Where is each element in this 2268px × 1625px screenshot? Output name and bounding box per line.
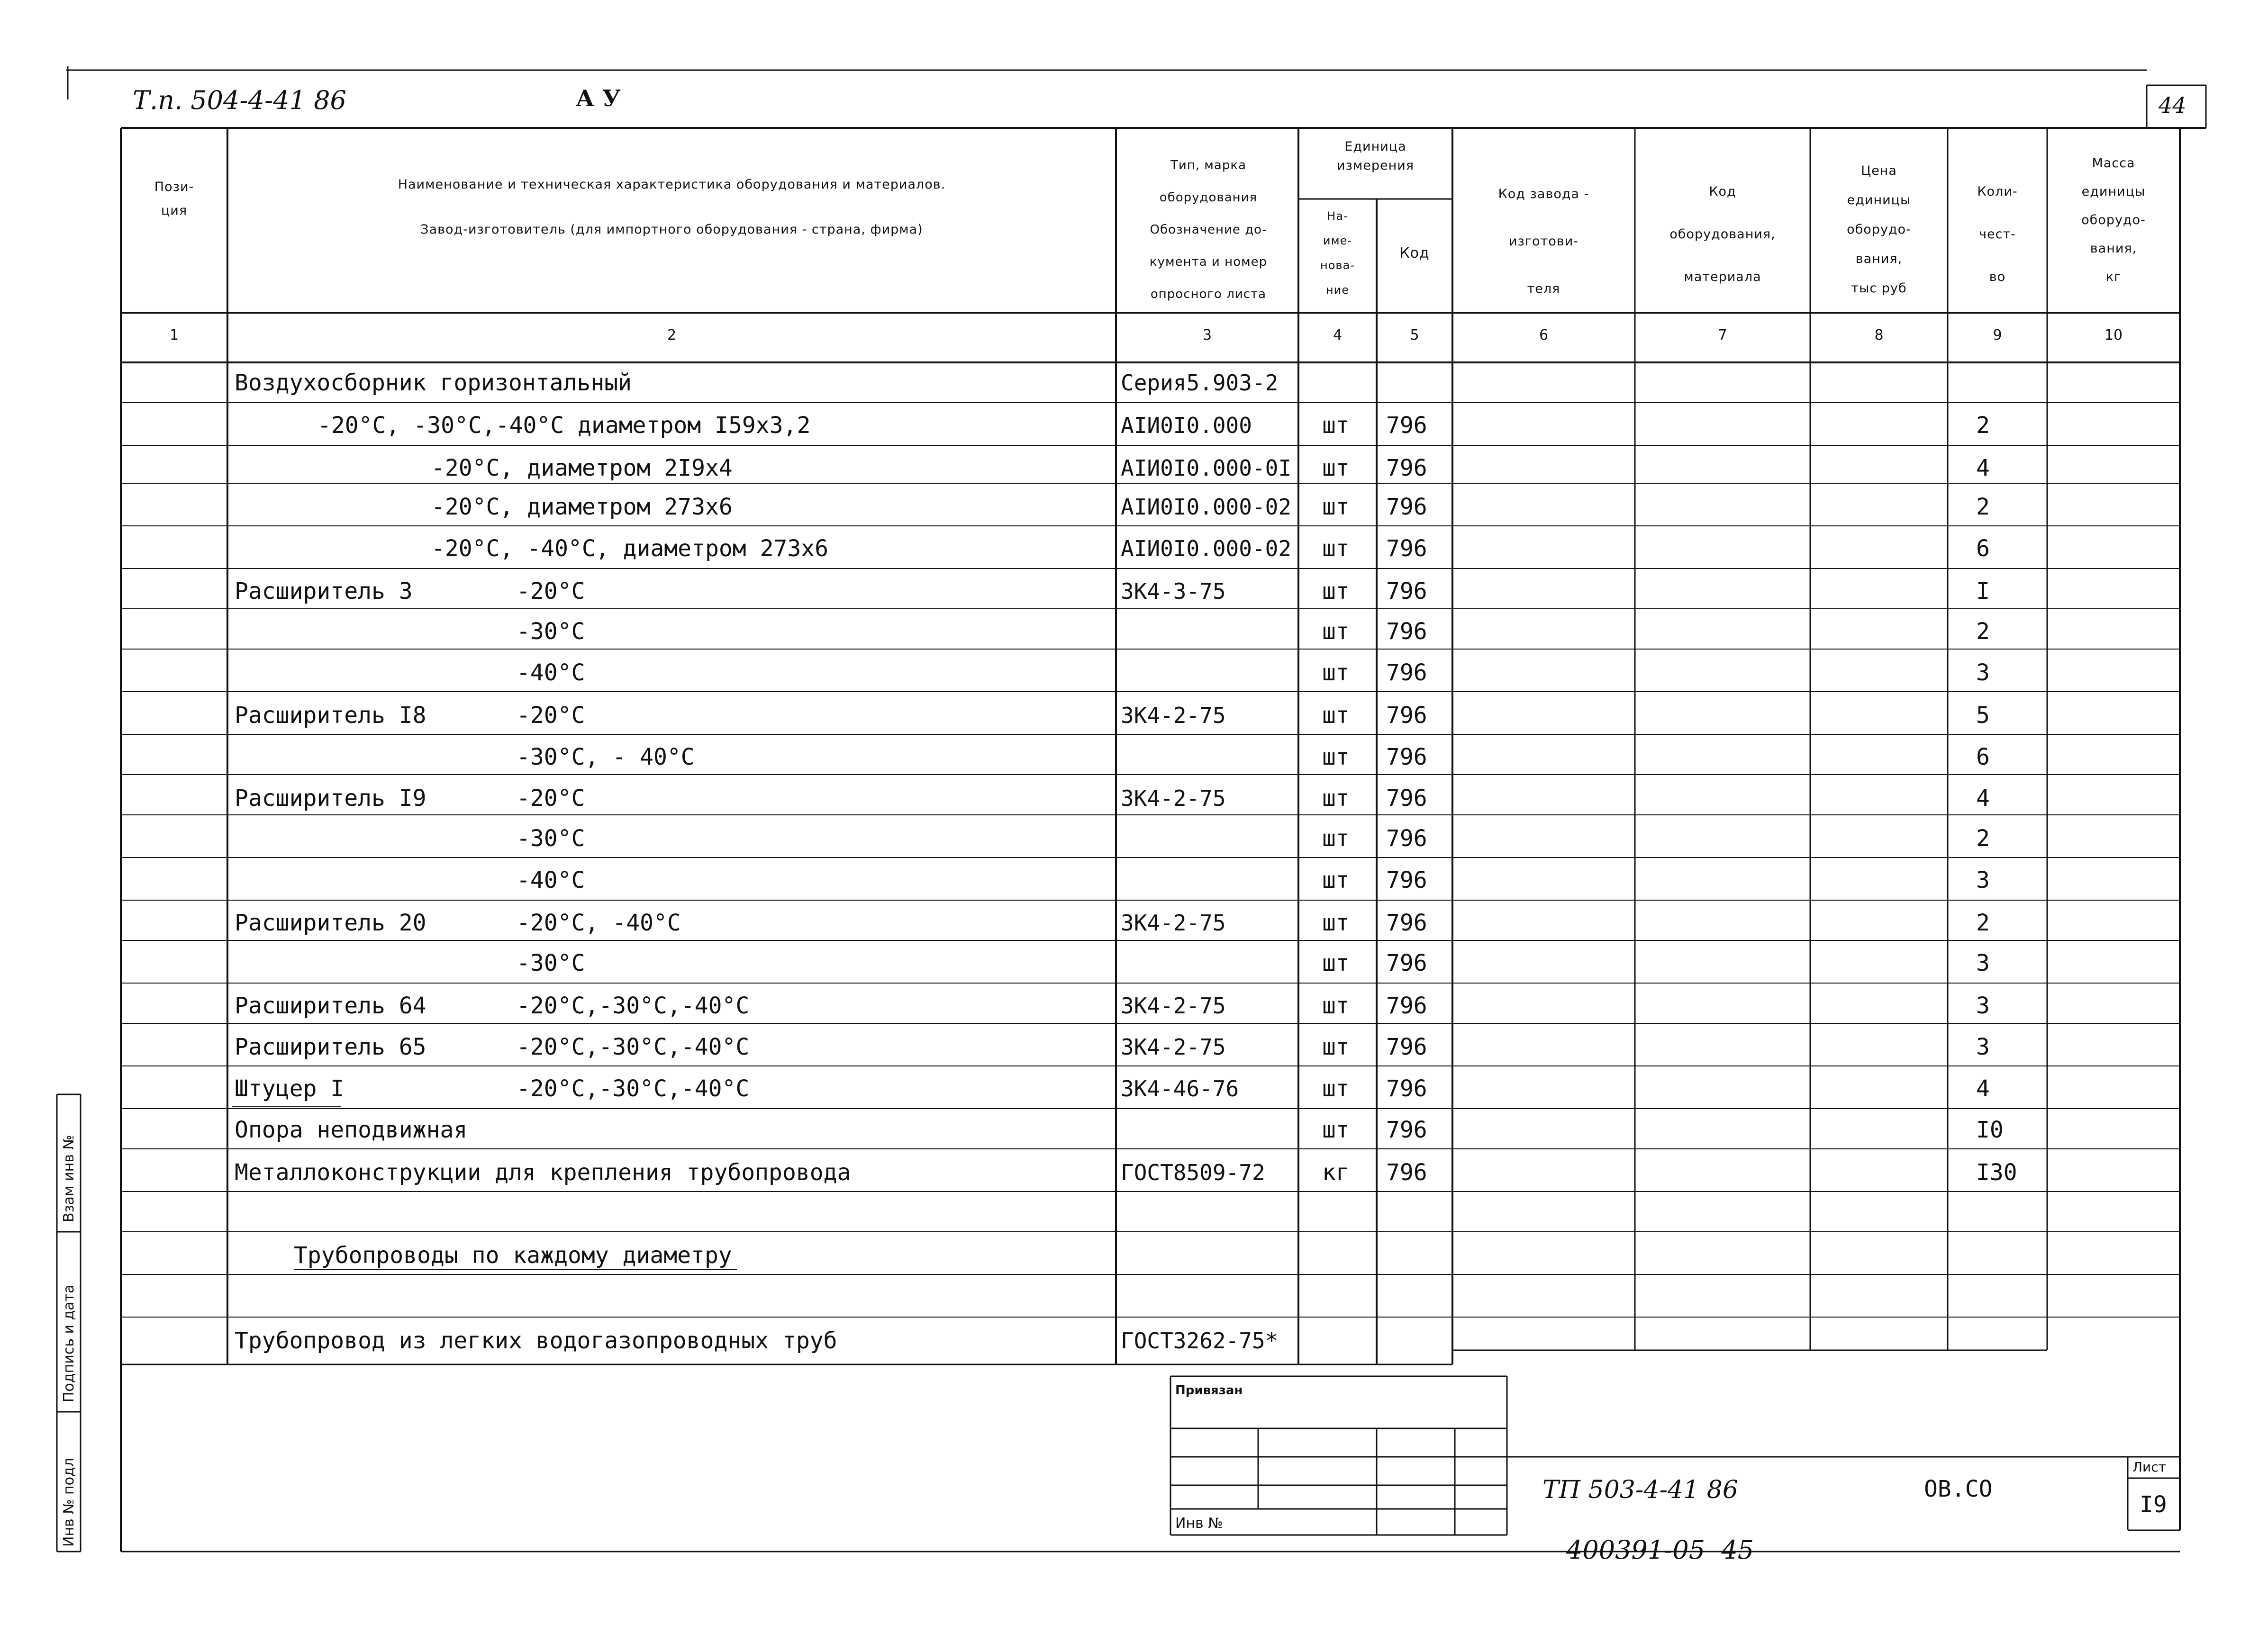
item-type: ЗК4-2-75 [1121,993,1226,1019]
header-name-line1: Наименование и техническая характеристика оборудования и материалов. [398,177,946,192]
item-quantity: I0 [1976,1117,2004,1143]
section-mark-top: А У [576,85,621,112]
item-type: ГОСТ8509-72 [1121,1160,1265,1185]
column-number: 9 [1993,327,2002,343]
item-spec: -20°С, диаметром 2I9х4 [431,455,733,481]
item-name: Воздухосборник горизонтальный [235,370,632,396]
item-unit-code: 796 [1386,659,1427,686]
item-spec: -40°С [517,867,585,894]
item-type: ЗК4-46-76 [1121,1076,1239,1101]
item-unit-code: 796 [1386,455,1427,481]
item-type: Серия5.903-2 [1121,370,1279,396]
item-unit: шт [1322,494,1350,520]
item-spec: -30°С [517,950,585,976]
item-unit-code: 796 [1386,535,1427,562]
item-unit-code: 796 [1386,578,1427,605]
item-quantity: 3 [1976,659,1990,686]
stamp-inv-no: Инв № [1175,1515,1223,1532]
item-spec: -30°С [517,825,585,852]
item-unit-code: 796 [1386,1075,1427,1102]
side-label-signature-date: Подпись и дата [61,1284,77,1402]
side-label-replace-inv: Взам инв № [61,1135,77,1222]
item-unit-code: 796 [1386,825,1427,852]
item-unit-code: 796 [1386,494,1427,520]
item-spec: -20°С [517,785,585,812]
item-unit: шт [1322,412,1350,439]
header-unit: Единица измерения [1336,139,1415,173]
item-unit: шт [1322,744,1350,770]
item-spec: -30°С, - 40°С [517,744,695,770]
item-type: АIИ0I0.000-02 [1121,494,1292,520]
item-name: Металлоконструкции для крепления трубопровода [235,1159,851,1186]
item-quantity: 4 [1976,1075,1990,1102]
item-quantity: I [1976,578,1990,605]
column-number: 8 [1874,327,1884,343]
item-spec: -20°С, -40°С [517,910,681,936]
item-spec: -20°С,-30°С,-40°С [517,1075,750,1102]
header-mass: Масса единицы оборудо- вания, кг [2081,156,2146,284]
item-unit: шт [1322,1117,1350,1143]
item-unit: шт [1322,1034,1350,1060]
title-mark: ОВ.СО [1924,1476,1993,1502]
item-unit: шт [1322,455,1350,481]
item-unit: шт [1322,618,1350,645]
header-plant-code: Код завода - изготови- теля [1498,187,1589,296]
item-type: ЗК4-2-75 [1121,785,1226,811]
item-quantity: 3 [1976,950,1990,976]
column-number: 4 [1333,327,1343,343]
header-name-line2: Завод-изготовитель (для импортного оборудования - страна, фирма) [420,222,923,237]
item-quantity: 2 [1976,494,1990,520]
title-sheet-number: I9 [2140,1491,2167,1518]
header-unit-name: На- име- нова- ние [1320,209,1355,297]
item-unit: кг [1322,1159,1350,1186]
title-doc-code: ТП 503-4-41 86 [1542,1476,1738,1504]
item-quantity: I30 [1976,1159,2017,1186]
item-quantity: 3 [1976,867,1990,894]
item-spec: -20°С, -30°С,-40°С диаметром I59х3,2 [318,412,811,439]
item-unit: шт [1322,578,1350,605]
item-spec: -30°С [517,618,585,645]
item-quantity: 4 [1976,455,1990,481]
column-number: 7 [1718,327,1727,343]
header-position: Пози- ция [154,180,194,218]
item-unit: шт [1322,785,1350,812]
item-type: ЗК4-2-75 [1121,910,1226,936]
item-unit: шт [1322,867,1350,894]
doc-code-top: Т.п. 504-4-41 86 [133,85,346,115]
item-name: Расширитель I8 [235,702,426,729]
item-unit: шт [1322,535,1350,562]
item-unit-code: 796 [1386,744,1427,770]
item-quantity: 6 [1976,744,1990,770]
header-price: Цена единицы оборудо- вания, тыс руб [1847,163,1911,296]
item-spec: -40°С [517,659,585,686]
header-quantity: Коли- чест- во [1977,184,2018,284]
item-name: Опора неподвижная [235,1117,468,1143]
item-quantity: 5 [1976,702,1990,729]
item-name: Расширитель 20 [235,910,426,936]
item-spec: -20°С, диаметром 273х6 [431,494,733,520]
item-type: АIИ0I0.000 [1121,413,1252,438]
item-name: Расширитель I9 [235,785,426,812]
item-type: ГОСТ3262-75* [1121,1328,1279,1354]
item-unit-code: 796 [1386,950,1427,976]
side-label-inv-original: Инв № подл [61,1458,77,1547]
item-quantity: 4 [1976,785,1990,812]
item-spec: -20°С [517,702,585,729]
item-quantity: 3 [1976,993,1990,1019]
title-sheet-label: Лист [2132,1459,2166,1475]
item-spec: -20°С,-30°С,-40°С [517,1034,750,1060]
item-quantity: 2 [1976,825,1990,852]
item-type: АIИ0I0.000-02 [1121,536,1292,561]
item-quantity: 2 [1976,412,1990,439]
item-spec: -20°С, -40°С, диаметром 273х6 [431,535,829,562]
item-name: Расширитель 65 [235,1034,426,1060]
column-number: 6 [1539,327,1549,343]
bottom-handwritten-number: 400391-05 45 [1566,1535,1754,1565]
item-unit: шт [1322,825,1350,852]
item-quantity: 2 [1976,910,1990,936]
item-type: ЗК4-3-75 [1121,578,1226,604]
item-quantity: 3 [1976,1034,1990,1060]
item-name: Трубопроводы по каждому диаметру [294,1242,732,1269]
item-type: ЗК4-2-75 [1121,703,1226,728]
item-type: ЗК4-2-75 [1121,1034,1226,1060]
item-spec: -20°С,-30°С,-40°С [517,993,750,1019]
item-name: Расширитель 3 [235,578,413,605]
item-quantity: 2 [1976,618,1990,645]
item-unit-code: 796 [1386,785,1427,812]
item-unit-code: 796 [1386,993,1427,1019]
sheet-number-top: 44 [2159,92,2186,118]
item-name: Расширитель 64 [235,993,426,1019]
column-number: 3 [1202,327,1212,343]
item-unit: шт [1322,950,1350,976]
item-unit-code: 796 [1386,1117,1427,1143]
item-unit: шт [1322,702,1350,729]
item-name: Штуцер I [235,1075,345,1102]
item-unit-code: 796 [1386,1159,1427,1186]
item-unit-code: 796 [1386,412,1427,439]
item-unit-code: 796 [1386,910,1427,936]
item-unit: шт [1322,1075,1350,1102]
stamp-privyazan: Привязан [1175,1383,1243,1398]
column-number: 10 [2104,327,2123,343]
header-type: Тип, марка оборудования Обозначение до- кумента и номер опросного листа [1149,158,1268,301]
item-type: АIИ0I0.000-0I [1121,455,1292,481]
item-unit-code: 796 [1386,702,1427,729]
item-unit: шт [1322,659,1350,686]
item-quantity: 6 [1976,535,1990,562]
item-unit-code: 796 [1386,867,1427,894]
header-unit-code: Код [1399,245,1430,262]
column-number: 5 [1410,327,1419,343]
item-unit-code: 796 [1386,1034,1427,1060]
item-name: Трубопровод из легких водогазопроводных труб [235,1327,837,1354]
column-number: 1 [169,327,179,343]
header-equipment-code: Код оборудования, материала [1669,184,1776,284]
item-unit: шт [1322,910,1350,936]
item-unit-code: 796 [1386,618,1427,645]
item-unit: шт [1322,993,1350,1019]
item-spec: -20°С [517,578,585,605]
column-number: 2 [667,327,677,343]
